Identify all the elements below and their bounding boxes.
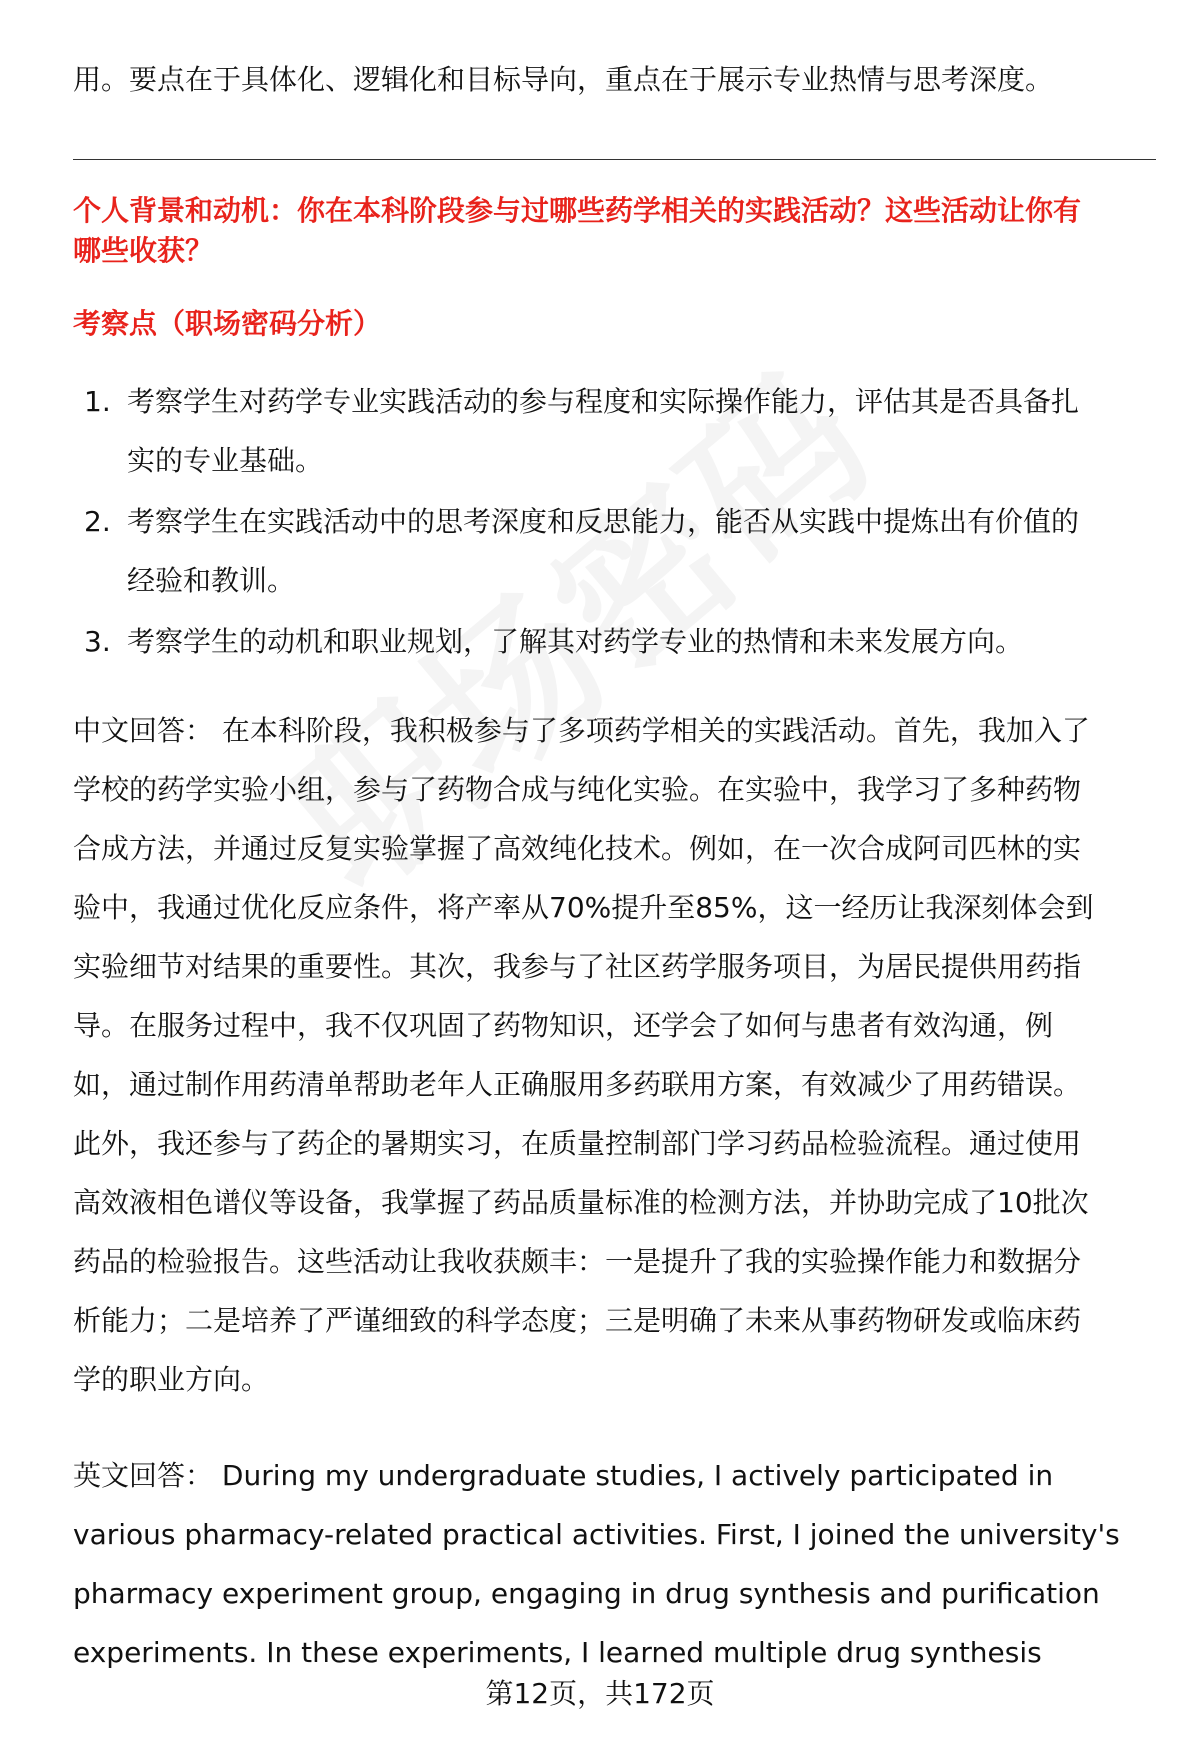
chinese-answer-line: 导。在服务过程中，我不仅巩固了药物知识，还学会了如何与患者有效沟通，例 (73, 1009, 1054, 1042)
assessment-heading: 考察点（职场密码分析） (73, 307, 382, 340)
question-heading-line-2: 哪些收获？ (73, 234, 214, 267)
english-answer-line: experiments. In these experiments, I learned multiple drug synthesis (73, 1636, 1042, 1669)
list-number: 1. (84, 385, 111, 418)
chinese-answer-line: 析能力；二是培养了严谨细致的科学态度；三是明确了未来从事药物研发或临床药 (73, 1304, 1082, 1337)
list-item-text: 考察学生的动机和职业规划，了解其对药学专业的热情和未来发展方向。 (127, 625, 1024, 658)
list-number: 2. (84, 505, 111, 538)
chinese-answer-line: 高效液相色谱仪等设备，我掌握了药品质量标准的检测方法，并协助完成了10批次 (73, 1186, 1089, 1219)
chinese-answer-line: 学校的药学实验小组，参与了药物合成与纯化实验。在实验中，我学习了多种药物 (73, 773, 1082, 806)
question-heading-line-1: 个人背景和动机：你在本科阶段参与过哪些药学相关的实践活动？这些活动让你有 (73, 194, 1082, 227)
list-item-text: 考察学生在实践活动中的思考深度和反思能力，能否从实践中提炼出有价值的 (127, 505, 1080, 538)
list-item-text: 经验和教训。 (127, 564, 296, 597)
english-answer-line: various pharmacy-related practical activities. First, I joined the university's (73, 1518, 1120, 1551)
chinese-answer-line: 实验细节对结果的重要性。其次，我参与了社区药学服务项目，为居民提供用药指 (73, 950, 1082, 983)
divider (73, 159, 1156, 160)
page-number: 第12页，共172页 (485, 1677, 715, 1710)
english-answer-line: 英文回答： During my undergraduate studies, I actively participated in (73, 1459, 1054, 1492)
english-answer-line: pharmacy experiment group, engaging in drug synthesis and purification (73, 1577, 1100, 1610)
chinese-answer-line: 中文回答： 在本科阶段，我积极参与了多项药学相关的实践活动。首先，我加入了 (73, 714, 1090, 747)
list-item-text: 考察学生对药学专业实践活动的参与程度和实际操作能力，评估其是否具备扎 (127, 385, 1080, 418)
chinese-answer-line: 学的职业方向。 (73, 1363, 270, 1396)
intro-tail-text: 用。要点在于具体化、逻辑化和目标导向，重点在于展示专业热情与思考深度。 (73, 63, 1054, 96)
chinese-answer-line: 药品的检验报告。这些活动让我收获颇丰：一是提升了我的实验操作能力和数据分 (73, 1245, 1082, 1278)
chinese-answer-line: 验中，我通过优化反应条件，将产率从70%提升至85%，这一经历让我深刻体会到 (73, 891, 1094, 924)
chinese-answer-line: 如，通过制作用药清单帮助老年人正确服用多药联用方案，有效减少了用药错误。 (73, 1068, 1082, 1101)
chinese-answer-line: 此外，我还参与了药企的暑期实习，在质量控制部门学习药品检验流程。通过使用 (73, 1127, 1082, 1160)
list-item-text: 实的专业基础。 (127, 444, 324, 477)
chinese-answer-line: 合成方法，并通过反复实验掌握了高效纯化技术。例如，在一次合成阿司匹林的实 (73, 832, 1082, 865)
list-number: 3. (84, 625, 111, 658)
